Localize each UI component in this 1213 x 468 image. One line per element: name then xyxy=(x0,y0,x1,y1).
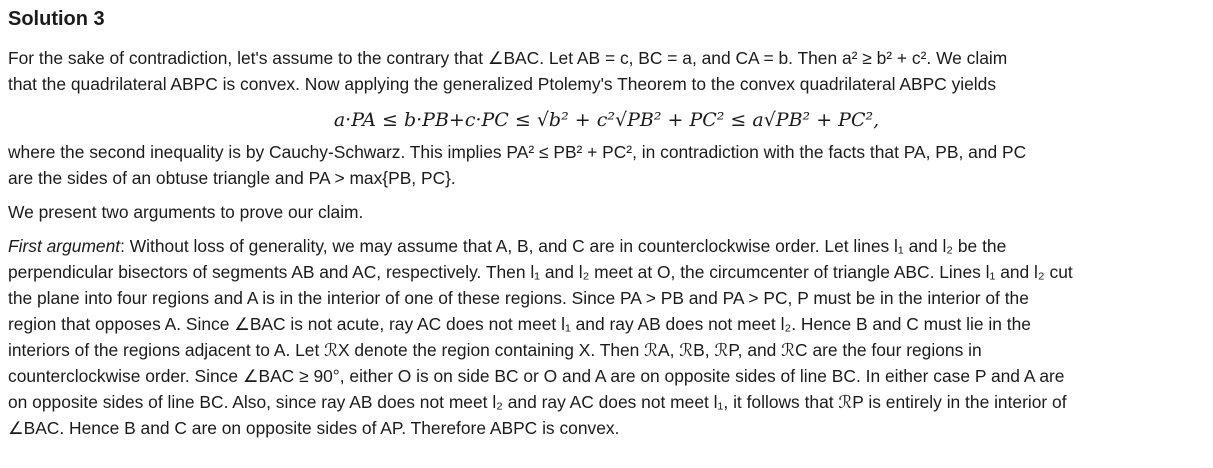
paragraph-line: are the sides of an obtuse triangle and PA > max{PB, PC}. xyxy=(8,168,456,188)
paragraph-line: that the quadrilateral ABPC is convex. Now applying the generalized Ptolemy's Theorem to the convex quadrilateral ABPC yields xyxy=(8,74,997,94)
paragraph-line: For the sake of contradiction, let's assume to the contrary that ∠BAC. Let AB = c, BC = a, and CA = b. Then a² ≥ b² + c². We claim xyxy=(8,48,1008,68)
first-argument-label: First argument xyxy=(8,236,121,256)
solution-heading: Solution 3 xyxy=(8,8,105,30)
ptolemy-inequality-equation: a·PA ≤ b·PB+c·PC ≤ √b² + c²√PB² + PC² ≤ a√PB² + PC², xyxy=(333,109,880,131)
paragraph-contradiction-setup xyxy=(8,45,1205,97)
paragraph-two-arguments: We present two arguments to prove our claim. xyxy=(8,202,364,222)
paragraph-line: on opposite sides of line BC. Also, since ray AB does not meet l₂ and ray AC does not meet l₁, it follows that ℛP is entirely in the interior of xyxy=(8,392,1067,412)
paragraph-line: : Without loss of generality, we may assume that A, B, and C are in counterclockwise order. Let lines l₁ and l₂ be the xyxy=(120,236,1007,256)
paragraph-line: interiors of the regions adjacent to A. Let ℛX denote the region containing X. Then ℛA, ℛB, ℛP, and ℛC are the four regions in xyxy=(8,340,982,360)
paragraph-cauchy-schwarz xyxy=(8,139,1205,191)
paragraph-line: region that opposes A. Since ∠BAC is not acute, ray AC does not meet l₁ and ray AB does not meet l₂. Hence B and C must lie in the xyxy=(8,314,1031,334)
paragraph-line: the plane into four regions and A is in the interior of one of these regions. Since PA > PB and PA > PC, P must be in the interior of the xyxy=(8,288,1029,308)
paragraph-line: where the second inequality is by Cauchy-Schwarz. This implies PA² ≤ PB² + PC², in contradiction with the facts that PA, PB, and PC xyxy=(8,142,1027,162)
paragraph-first-argument xyxy=(8,233,1205,441)
paragraph-line: counterclockwise order. Since ∠BAC ≥ 90°, either O is on side BC or O and A are on opposite sides of line BC. In either case P and A are xyxy=(8,366,1065,386)
paragraph-line: ∠BAC. Hence B and C are on opposite sides of AP. Therefore ABPC is convex. xyxy=(8,418,620,438)
paragraph-line: perpendicular bisectors of segments AB and AC, respectively. Then l₁ and l₂ meet at O, the circumcenter of triangle ABC. Lines l₁ and l₂ cut xyxy=(8,262,1073,282)
